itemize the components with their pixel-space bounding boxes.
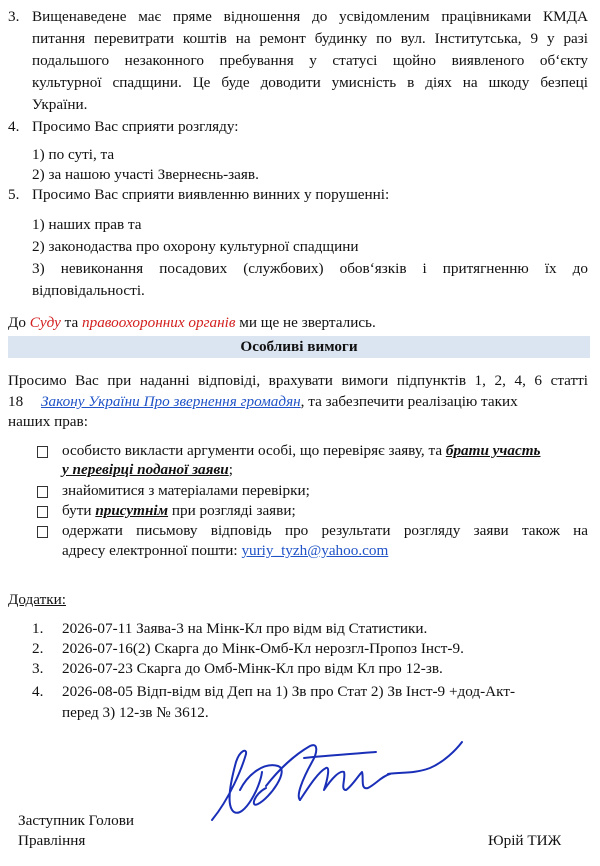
handwritten-signature — [200, 728, 470, 828]
right-item-3-emphasis: присутнім — [95, 502, 169, 519]
court-text-after: ми ще не звертались. — [235, 314, 376, 331]
law-link[interactable]: Закону України Про звернення громадян — [40, 393, 301, 410]
right-item-1-text: особисто викласти аргументи особі, що перевіряє заяву, та — [62, 442, 446, 459]
item-4-text: Просимо Вас сприяти розгляду: — [32, 118, 239, 135]
item-5-number: 5. — [8, 186, 20, 203]
court-text-before: До — [8, 314, 30, 331]
right-item-1-emphasis-2: у перевірці поданої заяви — [62, 461, 229, 478]
item-5-text: Просимо Вас сприяти виявленню винних у порушенні: — [32, 186, 390, 203]
signer-name: Юрій ТИЖ — [488, 832, 562, 849]
court-statement — [8, 314, 376, 332]
right-item-4-line-1: одержати письмову відповідь про результати розгляду заяви також на — [62, 522, 588, 539]
item-3-line-2: питання перевитрати коштів на ремонт будинку по вул. Інститутська, 9 у разі — [32, 30, 588, 47]
item-5-sub-2: 2) законодаства про охорону культурної спадщини — [32, 238, 359, 255]
right-item-1-emphasis: брати участь — [445, 442, 541, 459]
item-4-sub-2: 2) за нашою участі Звернеєнь-заяв. — [32, 166, 259, 183]
checkbox-icon — [37, 486, 48, 498]
intro-article-number: 18 — [8, 393, 24, 410]
special-intro-line-1: Просимо Вас при наданні відповіді, врахувати вимоги підпунктів 1, 2, 4, 6 статті — [8, 372, 588, 389]
right-item-3 — [62, 502, 296, 520]
right-item-2: знайомитися з матеріалами перевірки; — [62, 482, 310, 499]
right-item-1-end: ; — [228, 461, 233, 478]
right-item-1 — [62, 442, 541, 460]
attachment-item: 2026-08-05 Відп-відм від Деп на 1) Зв про Стат 2) Зв Інст-9 +дод-Акт- — [62, 683, 516, 700]
item-3-line-5: України. — [32, 96, 88, 113]
right-item-3-pre: бути — [62, 502, 96, 519]
court-word: Суду — [29, 314, 61, 331]
attachment-item-cont: перед 3) 12-зв № 3612. — [62, 704, 209, 721]
item-4-sub-1: 1) по суті, та — [32, 146, 115, 163]
special-intro-line-3: наших прав: — [8, 413, 88, 430]
attachment-number: 2. — [32, 640, 44, 657]
checkbox-icon — [37, 526, 48, 538]
special-requirements-heading: Особливі вимоги — [240, 338, 358, 355]
intro-rest: , та забезпечити реалізацію таких — [300, 393, 518, 410]
special-intro-line-2 — [8, 393, 588, 411]
attachment-number: 3. — [32, 660, 44, 677]
special-requirements-heading-bar — [8, 336, 590, 358]
item-3-line-3: подальшого незаконного пребування у статусі щойно виявленого об‘єкту — [32, 52, 588, 69]
item-3-line-1: Вищенаведене має пряме відношення до усвідомленим працівниками КМДА — [32, 8, 588, 25]
checkbox-icon — [37, 506, 48, 518]
signer-position-line-1: Заступник Голови — [18, 812, 134, 829]
right-item-4-line-2 — [62, 542, 388, 560]
item-5-sub-1: 1) наших прав та — [32, 216, 142, 233]
attachment-item: 2026-07-16(2) Скарга до Мінк-Омб-Кл нерозгл-Пропоз Інст-9. — [62, 640, 464, 657]
attachments-title: Додатки: — [8, 591, 66, 608]
attachment-number: 4. — [32, 683, 44, 700]
right-item-4-email-label: адресу електронної пошти: — [62, 542, 242, 559]
law-enforcement-word: правоохоронних органів — [82, 314, 236, 331]
item-5-sub-3-cont: відповідальності. — [32, 282, 145, 299]
attachment-item: 2026-07-11 Заява-3 на Мінк-Кл про відм від Статистики. — [62, 620, 428, 637]
court-text-middle: та — [60, 314, 82, 331]
attachment-item: 2026-07-23 Скарга до Омб-Мінк-Кл про відм Кл про 12-зв. — [62, 660, 443, 677]
item-5-sub-3: 3) невиконання посадових (службових) обов‘язків і притягненню їх до — [32, 260, 588, 277]
right-item-1-cont — [62, 461, 233, 479]
attachment-number: 1. — [32, 620, 44, 637]
right-item-3-post: при розгляді заяви; — [168, 502, 296, 519]
item-3-line-4: культурної спадщини. Це буде доводити умисність в діях на шкоду безпеці — [32, 74, 588, 91]
checkbox-icon — [37, 446, 48, 458]
item-3-number: 3. — [8, 8, 20, 25]
email-link[interactable]: yuriy_tyzh@yahoo.com — [241, 542, 389, 559]
signer-position-line-2: Правління — [18, 832, 86, 849]
item-4-number: 4. — [8, 118, 20, 135]
